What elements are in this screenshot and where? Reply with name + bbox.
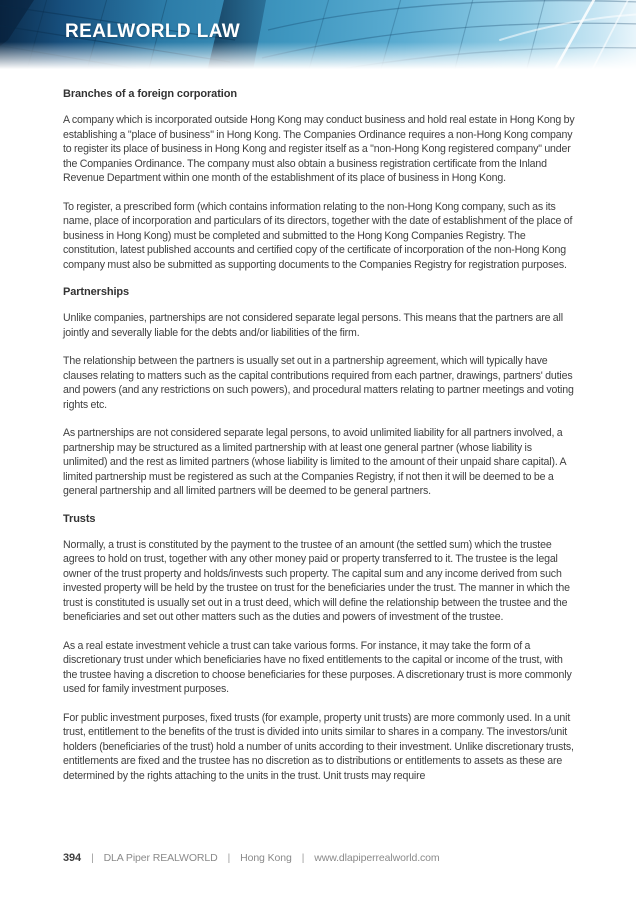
document-content [0,76,636,783]
paragraph: A company which is incorporated outside Hong Kong may conduct business and hold real estate in Hong Kong by establishing a "place of business" in Hong Kong. The Companies Ordinance requires a non-Hong Kong company to register its place of business in Hong Kong and register itself as a "non-Hong Kong registered company" under the Companies Ordinance. The company must also obtain a business registration certificate from the Inland Revenue Department within one month of the establishment of its place of business in Hong Kong. [63,114,575,184]
paragraph: The relationship between the partners is usually set out in a partnership agreement, which will typically have clauses relating to matters such as the capital contributions required from each partner, drawings, partners' duties and powers (and any restrictions on such powers), and procedural matters relating to partner meetings and voting rights etc. [63,355,574,411]
page-footer [63,852,440,864]
paragraph: To register, a prescribed form (which contains information relating to the non-Hong Kong company, such as its name, place of incorporation and particulars of its directors, together with the date of establishment of the place of business in Hong Kong) must be completed and submitted to the Hong Kong Companies Registry. The constitution, latest published accounts and certified copy of the certificate of incorporation of the non-Hong Kong company must also be submitted as supporting documents to the Companies Registry for registration purposes. [63,200,573,271]
section-trusts [63,513,578,784]
separator: | [91,852,94,864]
section-heading: Branches of a foreign corporation [63,88,237,100]
footer-brand: DLA Piper REALWORLD [103,852,218,864]
page-number: 394 [63,852,82,864]
header-banner [0,0,636,76]
section-branches [63,88,578,272]
paragraph: As partnerships are not considered separate legal persons, to avoid unlimited liability for all partners involved, a partnership may be structured as a limited partnership with at least one general partner (whose liability is unlimited) and the rest as limited partners (whose liability is limited to the amount of their unpaid share capital). A limited partnership must be registered as such at the Companies Registry, if not then it will be deemed to be a general partnership and all limited partners will be deemed to be general partners. [63,427,566,497]
separator: | [301,852,305,864]
section-heading: Partnerships [63,286,130,298]
paragraph: Unlike companies, partnerships are not considered separate legal persons. This means that the partners are all jointly and severally liable for the debts and/or liabilities of the firm. [63,312,563,339]
paragraph: For public investment purposes, fixed trusts (for example, property unit trusts) are more commonly used. In a unit trust, entitlement to the benefits of the trust is divided into units similar to shares in a company. The investors/unit holders (beneficiaries of the trust) hold a number of units according to their investment. Unlike discretionary trusts, entitlements are fixed and the trustee has no discretion as to distributions or entitlements to assets as these are determined by the rights attaching to the units in the trust. Unit trusts may require [63,711,574,782]
section-heading: Trusts [63,512,96,525]
paragraph: As a real estate investment vehicle a trust can take various forms. For instance, it may take the form of a discretionary trust under which beneficiaries have no fixed entitlements to the capital or income of the trust, with the trustee having a discretion to choose beneficiaries for these purposes. A discretionary trust is more commonly used for family investment purposes. [63,639,572,695]
separator: | [227,852,231,864]
brand-title: REALWORLD LAW [65,21,241,42]
paragraph: Normally, a trust is constituted by the payment to the trustee of an amount (the settled sum) which the trustee agrees to hold on trust, together with any other money paid or property transferred to it. The trustee is the legal owner of the trust property and holds/invests such property. The capital sum and any income derived from such invested property will be held by the trustee on trust for the beneficiaries under the trust. The manner in which the trust is constituted is usually set out in a trust deed, which will define the relationship between the trustee and the beneficiaries and set out other matters such as the duties and powers of investment of the trustee. [63,538,570,623]
footer-website: www.dlapiperrealworld.com [314,852,440,864]
footer-region: Hong Kong [240,852,292,864]
section-partnerships [63,286,578,499]
